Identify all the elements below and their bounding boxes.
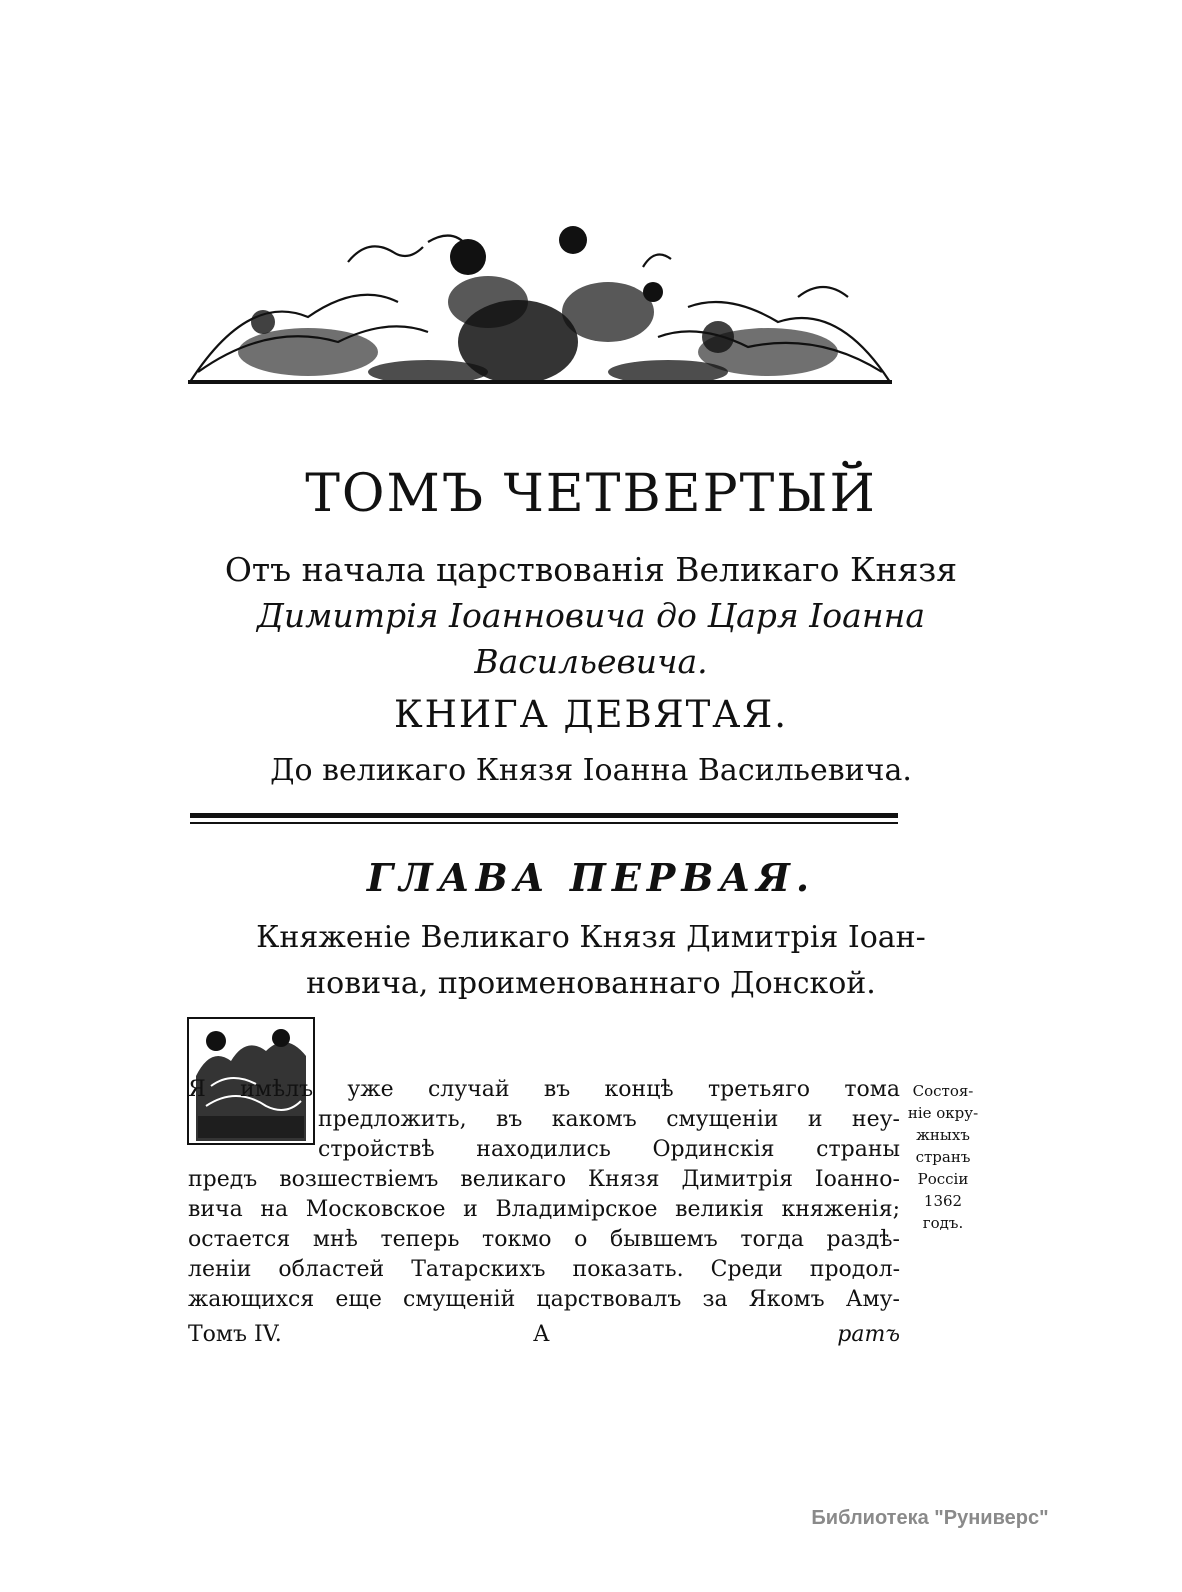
margin-note-line-1: Состоя- bbox=[912, 1082, 974, 1100]
chapter-subtitle-line-1: Княженіе Великаго Князя Димитрія Іоан- bbox=[256, 920, 926, 955]
volume-subtitle bbox=[0, 547, 1182, 685]
chapter-subtitle-line-2: новича, проименованнаго Донской. bbox=[306, 966, 876, 1001]
body-line-1: Я имѣлъ уже случай въ концѣ третьяго тома bbox=[188, 1077, 900, 1102]
body-line-2: предложить, въ какомъ смущеніи и неу- bbox=[318, 1107, 900, 1132]
margin-note-line-7: годъ. bbox=[922, 1214, 964, 1232]
divider-thick bbox=[190, 813, 898, 818]
volume-subtitle-line-3: Васильевича. bbox=[474, 642, 708, 681]
volume-subtitle-line-2: Димитрія Іоанновича до Царя Іоанна bbox=[257, 596, 925, 635]
library-watermark: Библиотека "Руниверс" bbox=[811, 1507, 1049, 1529]
body-line-3: стройствѣ находились Ординскія страны bbox=[318, 1137, 900, 1162]
body-paragraph bbox=[188, 1075, 900, 1315]
book-subtitle: До великаго Князя Іоанна Васильевича. bbox=[270, 753, 912, 788]
margin-note-line-3: жныхъ bbox=[916, 1126, 970, 1144]
body-line-4: предъ возшествіемъ великаго Князя Димитрія Іоанно- bbox=[188, 1167, 900, 1192]
volume-subtitle-line-1: Отъ начала царствованія Великаго Князя bbox=[224, 550, 958, 589]
volume-title: ТОМЪ ЧЕТВЕРТЫЙ bbox=[305, 464, 877, 524]
margin-note-line-6: 1362 bbox=[923, 1192, 963, 1210]
margin-note-line-4: странъ bbox=[915, 1148, 971, 1166]
body-line-7: леніи областей Татарскихъ показать. Среди продол- bbox=[188, 1257, 900, 1282]
margin-note bbox=[902, 1080, 984, 1234]
divider-thin bbox=[190, 822, 898, 824]
headpiece-ornament bbox=[188, 222, 892, 387]
sheet-mark: А bbox=[533, 1322, 550, 1347]
body-line-5: вича на Московское и Владимірское великія княженія; bbox=[188, 1197, 900, 1222]
page-footer bbox=[188, 1322, 900, 1354]
book-title: КНИГА ДЕВЯТАЯ. bbox=[394, 693, 788, 736]
volume-signature: Томъ IV. bbox=[188, 1322, 282, 1347]
margin-note-line-5: Россіи bbox=[917, 1170, 969, 1188]
chapter-title: ГЛАВА ПЕРВАЯ. bbox=[366, 855, 816, 900]
body-line-6: остается мнѣ теперь токмо о бывшемъ тогда раздѣ- bbox=[188, 1227, 900, 1252]
chapter-subtitle bbox=[0, 915, 1182, 1007]
catchword: ратъ bbox=[837, 1322, 900, 1347]
body-line-8: жающихся еще смущеній царствовалъ за Якомъ Аму- bbox=[188, 1287, 900, 1312]
margin-note-line-2: ніе окру- bbox=[907, 1104, 979, 1122]
